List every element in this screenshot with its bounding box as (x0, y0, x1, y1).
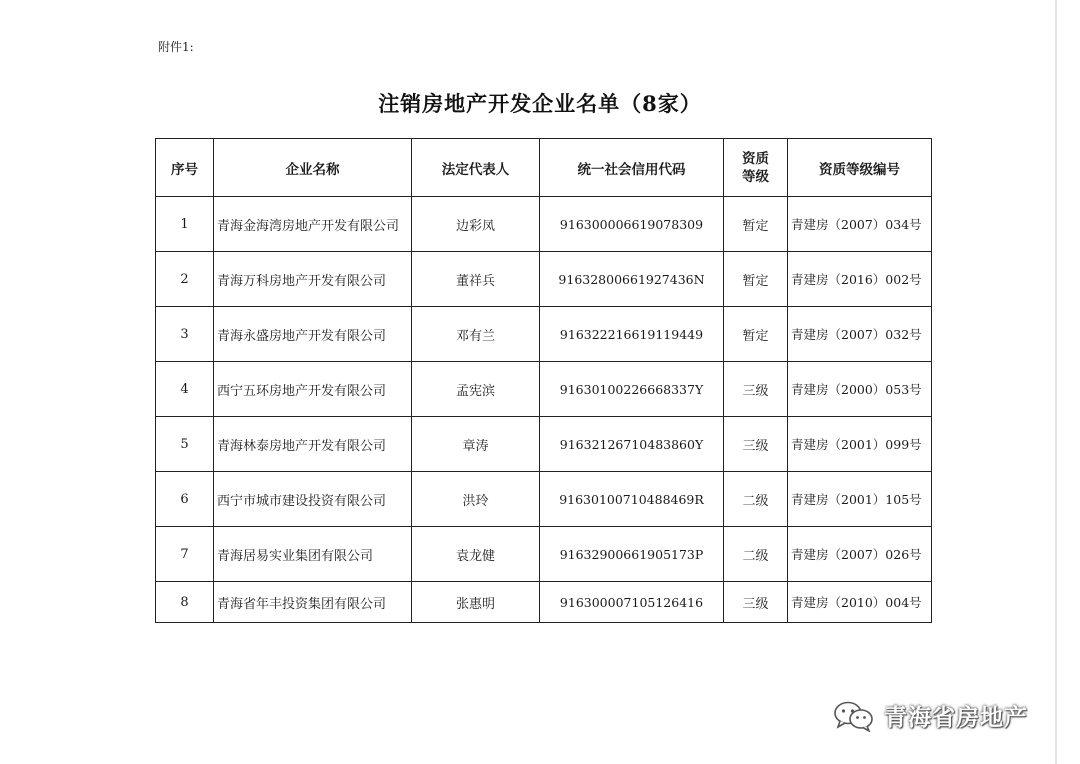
cell-company: 青海永盛房地产开发有限公司 (214, 307, 412, 362)
cell-credit-code: 916300007105126416 (540, 582, 724, 623)
cell-company: 青海居易实业集团有限公司 (214, 527, 412, 582)
header-grade-line1: 资质 (742, 150, 769, 167)
cell-grade: 二级 (724, 527, 788, 582)
cell-cert-no: 青建房（2001）099号 (788, 417, 932, 472)
cell-representative: 袁龙健 (412, 527, 540, 582)
watermark-text: 青海省房地产 (884, 705, 1028, 731)
cell-cert-no: 青建房（2010）004号 (788, 582, 932, 623)
header-credit-code: 统一社会信用代码 (540, 139, 724, 197)
cell-credit-code: 91632126710483860Y (540, 417, 724, 472)
cell-company: 青海省年丰投资集团有限公司 (214, 582, 412, 623)
cell-grade: 暂定 (724, 197, 788, 252)
table-row (156, 417, 932, 472)
header-grade-line2: 等级 (742, 168, 769, 185)
cell-company: 西宁市城市建设投资有限公司 (214, 472, 412, 527)
cell-company: 青海林泰房地产开发有限公司 (214, 417, 412, 472)
cell-grade: 三级 (724, 362, 788, 417)
cell-representative: 洪玲 (412, 472, 540, 527)
cell-index: 5 (156, 417, 214, 472)
cell-grade: 暂定 (724, 307, 788, 362)
header-company: 企业名称 (214, 139, 412, 197)
cell-index: 1 (156, 197, 214, 252)
cell-cert-no: 青建房（2007）032号 (788, 307, 932, 362)
header-index: 序号 (156, 139, 214, 197)
cell-credit-code: 91630100226668337Y (540, 362, 724, 417)
attachment-label: 附件1: (158, 40, 194, 54)
cell-representative: 邓有兰 (412, 307, 540, 362)
table-row (156, 307, 932, 362)
cell-representative: 章涛 (412, 417, 540, 472)
company-table (155, 138, 932, 623)
cell-cert-no: 青建房（2007）026号 (788, 527, 932, 582)
table-header-row (156, 139, 932, 197)
header-grade (724, 139, 788, 197)
cell-index: 7 (156, 527, 214, 582)
cell-grade: 三级 (724, 417, 788, 472)
table-row (156, 197, 932, 252)
cell-credit-code: 91632800661927436N (540, 252, 724, 307)
cell-company: 青海万科房地产开发有限公司 (214, 252, 412, 307)
cell-credit-code: 91630100710488469R (540, 472, 724, 527)
cell-representative: 董祥兵 (412, 252, 540, 307)
cell-grade: 二级 (724, 472, 788, 527)
table-row (156, 362, 932, 417)
cell-cert-no: 青建房（2007）034号 (788, 197, 932, 252)
table-row (156, 582, 932, 623)
cell-credit-code: 91632900661905173P (540, 527, 724, 582)
cell-company: 青海金海湾房地产开发有限公司 (214, 197, 412, 252)
cell-representative: 张惠明 (412, 582, 540, 623)
cell-company: 西宁五环房地产开发有限公司 (214, 362, 412, 417)
watermark (832, 699, 1028, 732)
cell-index: 3 (156, 307, 214, 362)
header-cert-no: 资质等级编号 (788, 139, 932, 197)
cell-credit-code: 916322216619119449 (540, 307, 724, 362)
cell-cert-no: 青建房（2001）105号 (788, 472, 932, 527)
cell-index: 8 (156, 582, 214, 623)
cell-grade: 三级 (724, 582, 788, 623)
table-row (156, 472, 932, 527)
table-row (156, 252, 932, 307)
cell-representative: 边彩凤 (412, 197, 540, 252)
document-title: 注销房地产开发企业名单（8家） (378, 91, 702, 116)
cell-index: 2 (156, 252, 214, 307)
header-representative: 法定代表人 (412, 139, 540, 197)
cell-index: 6 (156, 472, 214, 527)
cell-representative: 孟宪滨 (412, 362, 540, 417)
cell-cert-no: 青建房（2000）053号 (788, 362, 932, 417)
cell-index: 4 (156, 362, 214, 417)
cell-credit-code: 916300006619078309 (540, 197, 724, 252)
cell-cert-no: 青建房（2016）002号 (788, 252, 932, 307)
table-row (156, 527, 932, 582)
cell-grade: 暂定 (724, 252, 788, 307)
wechat-icon (832, 700, 876, 732)
